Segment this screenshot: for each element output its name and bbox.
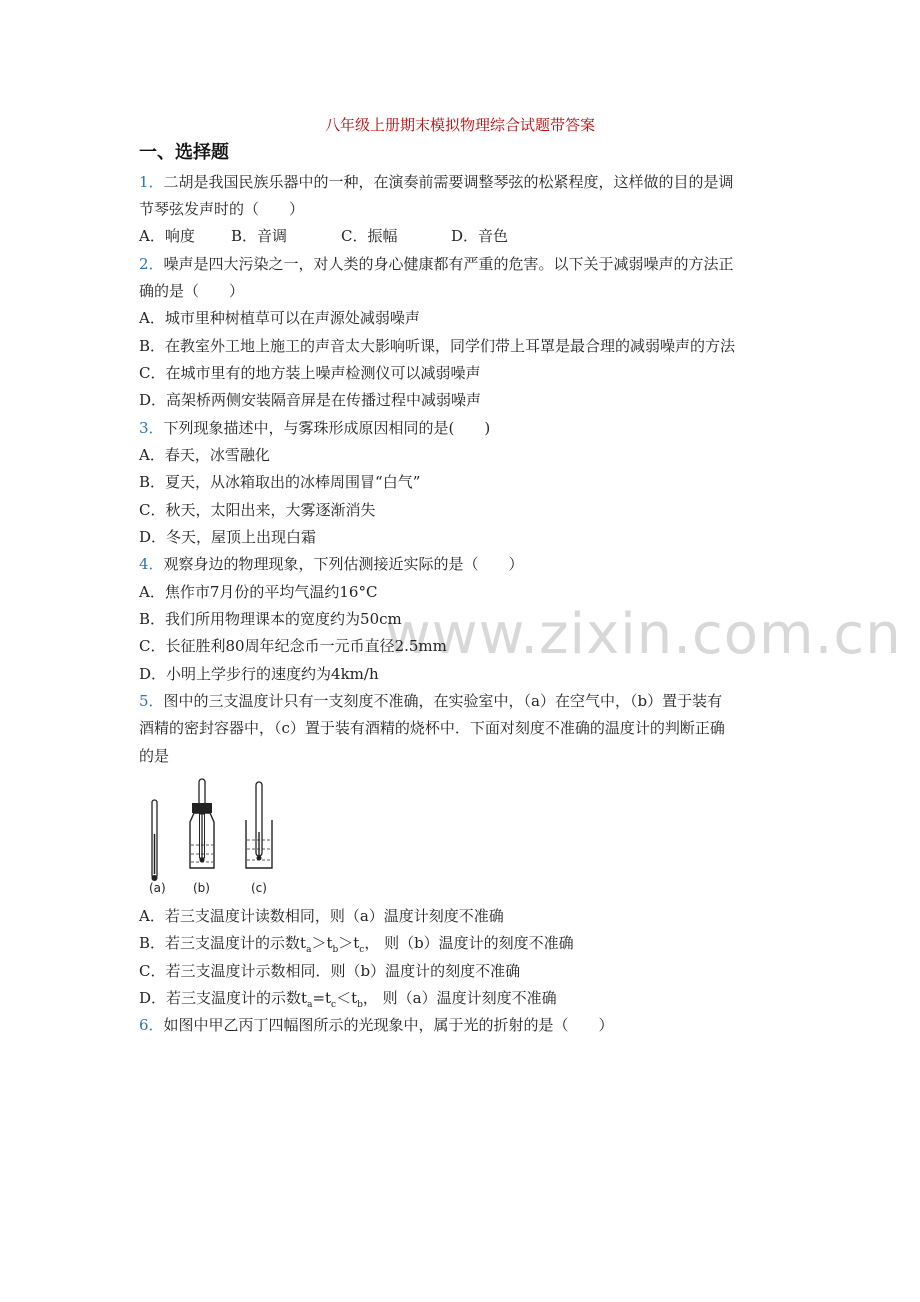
option-c: C．长征胜利80周年纪念币一元币直径2.5mm [139, 637, 447, 655]
subscript: c [331, 1000, 337, 1010]
question-2-line-1 [139, 254, 734, 274]
question-text: 二胡是我国民族乐器中的一种，在演奏前需要调整琴弦的松紧程度，这样做的目的是调 [163, 173, 734, 191]
option-d-text: ， 则（a）温度计刻度不准确 [362, 989, 557, 1007]
option-b: B．我们所用物理课本的宽度约为50cm [139, 610, 402, 628]
question-text: 噪声是四大污染之一，对人类的身心健康都有严重的危害。以下关于减弱噪声的方法正 [163, 255, 734, 273]
question-5-line-3: 的是 [139, 747, 170, 765]
question-text: 观察身边的物理现象，下列估测接近实际的是（ ） [163, 555, 524, 573]
option-d-text: D．若三支温度计的示数t [139, 989, 308, 1007]
question-text: 图中的三支温度计只有一支刻度不准确，在实验室中，（a）在空气中，（b）置于装有 [163, 692, 723, 710]
thermometer-a-icon [152, 800, 158, 881]
option-d: D．音色 [451, 227, 509, 245]
figure-label-a: (a) [149, 881, 166, 895]
question-6-line-1 [139, 1015, 614, 1035]
option-d: D．冬天，屋顶上出现白霜 [139, 528, 317, 546]
question-text: 如图中甲乙丙丁四幅图所示的光现象中，属于光的折射的是（ ） [163, 1016, 614, 1034]
figure-label-b: (b) [193, 881, 210, 895]
document-title: 八年级上册期末模拟物理综合试题带答案 [324, 116, 595, 134]
subscript: b [357, 1000, 363, 1010]
watermark: www.zixin.com.cn [385, 602, 902, 667]
question-1-line-2: 节琴弦发声时的（ ） [139, 200, 305, 218]
option-b: B．在教室外工地上施工的声音太大影响听课，同学们带上耳罩是最合理的减弱噪声的方法 [139, 337, 736, 355]
option-b-text: ， 则（b）温度计的刻度不准确 [364, 934, 574, 952]
question-2-line-2: 确的是（ ） [139, 282, 245, 300]
option-c: C．若三支温度计示数相同．则（b）温度计的刻度不准确 [139, 962, 521, 980]
section-heading: 一、选择题 [139, 142, 229, 163]
question-1-line-1 [139, 172, 734, 192]
option-b: B．音调 [231, 227, 288, 245]
option-d-text: =t [312, 989, 332, 1007]
question-3-line-1 [139, 418, 490, 438]
thermometer-figure [139, 774, 289, 898]
option-c: C．秋天，太阳出来，大雾逐渐消失 [139, 501, 376, 519]
option-a: A．焦作市7月份的平均气温约16°C [139, 583, 378, 601]
option-d [139, 988, 557, 1015]
question-text: 下列现象描述中，与雾珠形成原因相同的是( ) [163, 419, 491, 437]
option-b-text: ＞t [311, 934, 333, 952]
option-a: A．春天，冰雪融化 [139, 446, 270, 464]
subscript: a [306, 945, 312, 955]
option-c: C．在城市里有的地方装上噪声检测仪可以减弱噪声 [139, 364, 481, 382]
beaker-c-icon [246, 782, 272, 868]
option-a: A．城市里种树植草可以在声源处减弱噪声 [139, 309, 420, 327]
question-number: 2． [139, 255, 164, 273]
option-b-text: B．若三支温度计的示数t [139, 934, 307, 952]
question-1-options [139, 226, 508, 246]
option-b: B．夏天，从冰箱取出的冰棒周围冒“白气” [139, 473, 421, 491]
option-d: D．小明上学步行的速度约为4km/h [139, 665, 379, 683]
option-c: C．振幅 [341, 227, 398, 245]
figure-label-c: (c) [251, 881, 267, 895]
option-b-text: ＞t [338, 934, 360, 952]
option-d: D．高架桥两侧安装隔音屏是在传播过程中减弱噪声 [139, 391, 482, 409]
question-number: 5． [139, 692, 164, 710]
question-4-line-1 [139, 554, 524, 574]
question-5-line-2: 酒精的密封容器中，（c）置于装有酒精的烧杯中．下面对刻度不准确的温度计的判断正确 [139, 719, 725, 737]
question-5-line-1 [139, 691, 722, 711]
subscript: a [307, 1000, 313, 1010]
question-number: 3． [139, 419, 164, 437]
subscript: c [359, 945, 365, 955]
subscript: b [332, 945, 339, 955]
question-number: 4． [139, 555, 164, 573]
question-number: 1． [139, 173, 164, 191]
option-a: A．若三支温度计读数相同，则（a）温度计刻度不准确 [139, 907, 504, 925]
sealed-container-b-icon [190, 779, 214, 868]
question-number: 6． [139, 1016, 164, 1034]
option-b [139, 933, 574, 960]
option-a: A．响度 [139, 227, 195, 245]
option-d-text: ＜t [336, 989, 358, 1007]
